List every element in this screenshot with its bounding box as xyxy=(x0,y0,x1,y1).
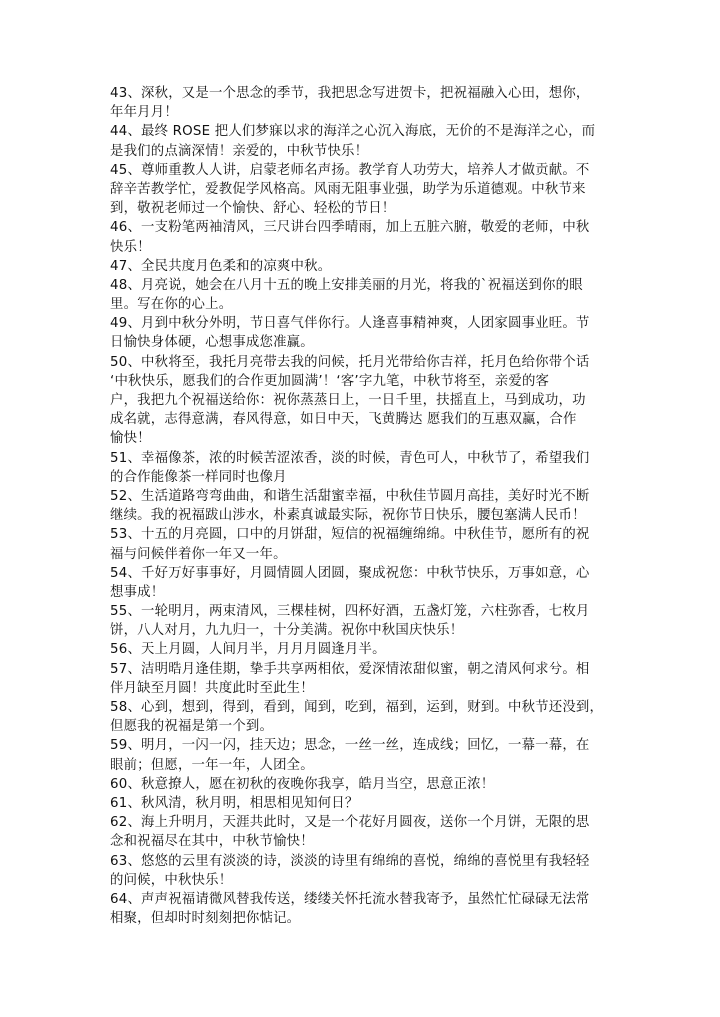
text-line: 61、秋风清，秋月明，相思相见知何日？ xyxy=(110,795,359,811)
text-line: 48、月亮说，她会在八月十五的晚上安排美丽的月光，将我的`祝福送到你的眼 xyxy=(110,277,583,293)
document-body xyxy=(110,84,636,928)
text-line: 但愿我的祝福是第一个到。 xyxy=(110,719,274,735)
text-line: 念和祝福尽在其中，中秋节愉快！ xyxy=(110,834,314,850)
text-line: 福与问候伴着你一年又一年。 xyxy=(110,546,287,562)
text-line: 饼，八人对月，九九归一，十分美满。祝你中秋国庆快乐！ xyxy=(110,623,464,639)
text-line: 日愉快身体硬，心想事成您准赢。 xyxy=(110,335,314,351)
text-line: 继续。我的祝福跋山涉水，朴素真诚最实际，祝你节日快乐，腰包塞满人民币！ xyxy=(110,508,586,524)
text-line: 52、生活道路弯弯曲曲，和谐生活甜蜜幸福，中秋佳节圆月高挂，美好时光不断 xyxy=(110,488,590,504)
text-line: 63、悠悠的云里有淡淡的诗，淡淡的诗里有绵绵的喜悦，绵绵的喜悦里有我轻轻 xyxy=(110,853,590,869)
text-line: 伴月缺至月圆！共度此时至此生！ xyxy=(110,680,314,696)
text-line: 53、十五的月亮圆，口中的月饼甜，短信的祝福缠绵绵。中秋佳节，愿所有的祝 xyxy=(110,527,590,543)
text-line: 的合作能像茶一样同时也像月 xyxy=(110,469,287,485)
text-line: 里。写在你的心上。 xyxy=(110,297,233,313)
text-line: 是我们的点滴深情！亲爱的，中秋节快乐！ xyxy=(110,143,369,159)
text-line: 44、最终 ROSE 把人们梦寐以求的海洋之心沉入海底，无价的不是海洋之心，而 xyxy=(110,124,596,140)
text-line: 快乐！ xyxy=(110,239,151,255)
text-line: 43、深秋，又是一个思念的季节，我把思念写进贺卡，把祝福融入心田，想你， xyxy=(110,86,590,101)
text-line: 辞辛苦教学忙，爱教促学风格高。风雨无阻事业强，助学为乐道德观。中秋节来 xyxy=(110,181,586,197)
text-line: 62、海上升明月，天涯共此时，又是一个花好月圆夜，送你一个月饼，无限的思 xyxy=(110,815,590,831)
text-line: 的问候，中秋快乐！ xyxy=(110,872,233,888)
text-line: 55、一轮明月，两束清风，三棵桂树，四杯好酒，五盏灯笼，六柱弥香，七枚月 xyxy=(110,604,590,620)
text-line: 60、秋意撩人，愿在初秋的夜晚你我享，皓月当空，思意正浓！ xyxy=(110,776,495,792)
text-line: 相聚，但却时时刻刻把你惦记。 xyxy=(110,911,301,927)
text-line: 57、洁明晧月逢佳期，挚手共享两相依，爱深情浓甜似蜜，朝之清风何求兮。相 xyxy=(110,661,590,677)
text-line: 户，我把九个祝福送给你：祝你蒸蒸日上，一日千里，扶摇直上，马到成功，功 xyxy=(110,393,586,408)
text-line: 45、尊师重教人人讲，启蒙老师名声扬。教学育人功劳大，培养人才做贡献。不 xyxy=(110,162,590,178)
text-line: 56、天上月圆，人间月半，月月月圆逢月半。 xyxy=(110,642,386,658)
text-line: 眼前；但愿，一年一年，人团全。 xyxy=(110,757,314,773)
text-line: ‘中秋快乐，愿我们的合作更加圆满’！‘客’字九笔，中秋节将至，亲爱的客 xyxy=(110,373,550,389)
text-line: 愉快！ xyxy=(110,431,151,447)
text-line: 50、中秋将至，我托月亮带去我的问候，托月光带给你吉祥，托月色给你带个话 xyxy=(110,354,590,370)
text-line: 46、一支粉笔两袖清风，三尺讲台四季晴雨，加上五脏六腑，敬爱的老师，中秋 xyxy=(110,220,590,236)
text-line: 成名就，志得意满，春风得意，如日中天，飞黄腾达 愿我们的互惠双赢，合作 xyxy=(110,412,577,428)
text-line: 58、心到，想到，得到，看到，闻到，吃到，福到，运到，财到。中秋节还没到， xyxy=(110,700,604,715)
text-line: 51、幸福像茶，浓的时候苦涩浓香，淡的时候，青色可人，中秋节了，希望我们 xyxy=(110,450,590,466)
text-line: 47、全民共度月色柔和的凉爽中秋。 xyxy=(110,258,332,274)
text-line: 54、千好万好事事好，月圆情圆人团圆，聚成祝您：中秋节快乐，万事如意，心 xyxy=(110,565,590,581)
text-line: 64、声声祝福请微风替我传送，缕缕关怀托流水替我寄予，虽然忙忙碌碌无法常 xyxy=(110,891,590,907)
text-line: 49、月到中秋分外明，节日喜气伴你行。人逢喜事精神爽，人团家圆事业旺。节 xyxy=(110,316,590,332)
text-line: 59、明月，一闪一闪，挂天边；思念，一丝一丝，连成线；回忆，一幕一幕，在 xyxy=(110,738,590,754)
text-line: 想事成！ xyxy=(110,584,165,600)
text-line: 年年月月！ xyxy=(110,105,178,121)
text-line: 到，敬祝老师过一个愉快、舒心、轻松的节日！ xyxy=(110,201,396,217)
